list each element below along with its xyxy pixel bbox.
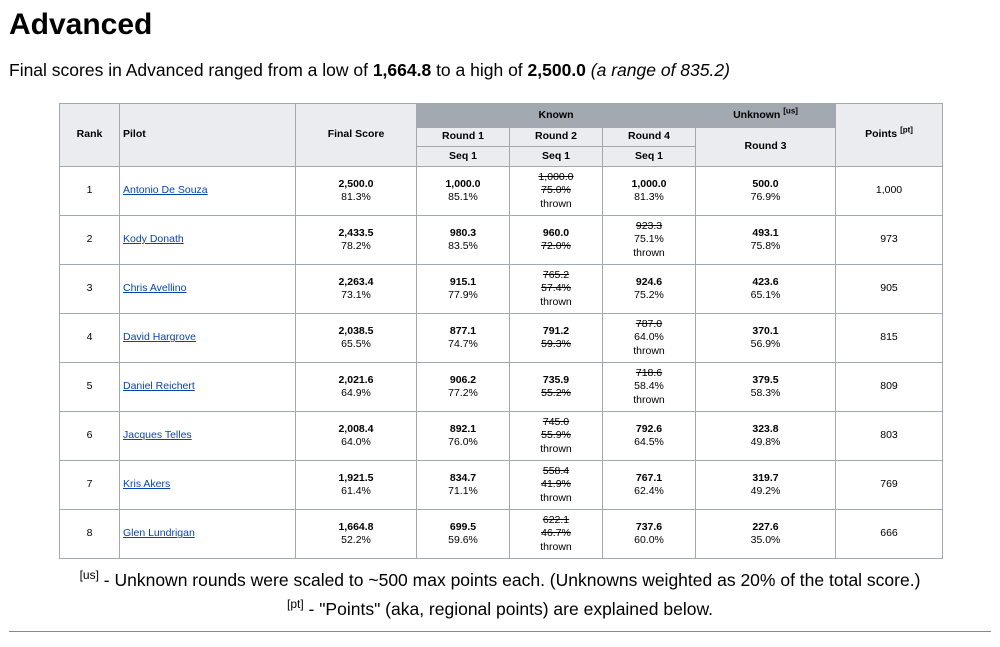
thrown-score: 745.0 (542, 415, 570, 428)
final-score: 1,921.5 (338, 471, 374, 484)
round-1-cell (417, 412, 510, 461)
footnote-points (0, 595, 1000, 624)
summary-prefix: Final scores in Advanced ranged from a low of (9, 60, 373, 80)
table-row (60, 265, 943, 314)
points-cell: 769 (836, 461, 943, 510)
round-pct: 49.2% (750, 485, 781, 497)
round-score: 735.9 (542, 373, 570, 386)
thrown-label: thrown (540, 491, 572, 504)
final-score: 2,021.6 (338, 373, 374, 386)
final-pct: 81.3% (341, 191, 371, 203)
final-pct: 64.0% (341, 436, 371, 448)
final-score: 2,038.5 (338, 324, 374, 337)
round-3-cell (696, 167, 836, 216)
header-final-score: Final Score (296, 104, 417, 167)
final-score-cell (296, 265, 417, 314)
round-pct: 59.6% (448, 534, 478, 546)
rank-cell: 6 (60, 412, 120, 461)
header-round-4: Round 4 (603, 128, 696, 147)
thrown-pct: 46.7% (541, 527, 571, 540)
pilot-cell (120, 314, 296, 363)
round-pct: 77.9% (448, 289, 478, 301)
points-footnote-ref: [pt] (900, 125, 913, 135)
thrown-label: thrown (540, 540, 572, 553)
header-seq-round-4: Seq 1 (603, 147, 696, 167)
pilot-cell (120, 412, 296, 461)
round-score: 1,000.0 (631, 177, 667, 190)
round-3-cell (696, 461, 836, 510)
footnote-points-ref: [pt] (286, 597, 304, 612)
thrown-pct: 57.4% (541, 282, 571, 295)
round-2-cell (510, 216, 603, 265)
thrown-score: 718.6 (635, 366, 663, 379)
thrown-score: 622.1 (542, 513, 570, 526)
thrown-pct: 55.9% (541, 429, 571, 442)
thrown-score: 765.2 (542, 268, 570, 281)
round-score: 980.3 (449, 226, 477, 239)
unknown-footnote-ref: [us] (783, 106, 798, 116)
rank-cell: 1 (60, 167, 120, 216)
round-score: 767.1 (635, 471, 663, 484)
table-row (60, 314, 943, 363)
round-pct: 64.5% (634, 436, 664, 448)
round-3-cell (696, 412, 836, 461)
round-score: 423.6 (752, 275, 779, 288)
summary-range: (a range of 835.2) (590, 60, 730, 80)
round-score: 960.0 (542, 226, 570, 239)
points-cell: 809 (836, 363, 943, 412)
round-4-cell (603, 216, 696, 265)
round-1-cell (417, 265, 510, 314)
header-pilot: Pilot (120, 104, 296, 167)
table-row (60, 216, 943, 265)
header-round-3: Round 3 (696, 128, 836, 167)
final-score-cell (296, 167, 417, 216)
thrown-label: thrown (633, 246, 665, 259)
pilot-link[interactable]: Chris Avellino (123, 282, 187, 295)
round-score: 1,000.0 (445, 177, 481, 190)
final-score-cell (296, 461, 417, 510)
thrown-pct: 41.9% (541, 478, 571, 491)
thrown-label: thrown (633, 393, 665, 406)
round-1-cell (417, 167, 510, 216)
table-row (60, 412, 943, 461)
header-points-label: Points (865, 128, 898, 141)
struck-pct: 55.2% (541, 387, 571, 399)
round-1-cell (417, 363, 510, 412)
round-4-cell (603, 510, 696, 559)
points-cell: 973 (836, 216, 943, 265)
round-3-cell (696, 510, 836, 559)
points-cell: 815 (836, 314, 943, 363)
round-pct: 83.5% (448, 240, 478, 252)
round-pct: 75.8% (750, 240, 781, 252)
round-score: 877.1 (449, 324, 477, 337)
round-2-cell (510, 510, 603, 559)
thrown-label: thrown (540, 197, 572, 210)
round-pct: 75.1% (634, 233, 664, 246)
final-pct: 61.4% (341, 485, 371, 497)
pilot-link[interactable]: Jacques Telles (123, 429, 192, 442)
struck-pct: 72.0% (541, 240, 571, 252)
footnote-points-text: - "Points" (aka, regional points) are explained below. (303, 599, 713, 619)
pilot-cell (120, 363, 296, 412)
section-divider (9, 631, 991, 632)
round-2-cell (510, 314, 603, 363)
header-unknown-label: Unknown (733, 108, 781, 121)
rank-cell: 8 (60, 510, 120, 559)
final-pct: 64.9% (341, 387, 371, 399)
thrown-score: 1,000.0 (538, 170, 574, 183)
rank-cell: 7 (60, 461, 120, 510)
round-score: 915.1 (449, 275, 477, 288)
round-4-cell (603, 167, 696, 216)
round-score: 319.7 (752, 471, 779, 484)
header-known: Known (417, 104, 696, 128)
footnote-unknown-ref: [us] (79, 568, 99, 583)
round-pct: 76.0% (448, 436, 478, 448)
round-pct: 58.3% (750, 387, 781, 399)
round-score: 699.5 (449, 520, 477, 533)
round-pct: 65.1% (750, 289, 781, 301)
round-1-cell (417, 216, 510, 265)
score-summary (9, 58, 730, 82)
header-seq-round-1: Seq 1 (417, 147, 510, 167)
round-score: 892.1 (449, 422, 477, 435)
header-points (836, 104, 943, 167)
thrown-score: 923.3 (635, 219, 663, 232)
final-score: 1,664.8 (338, 520, 374, 533)
round-1-cell (417, 314, 510, 363)
footnote-unknown (0, 566, 1000, 595)
thrown-label: thrown (633, 344, 665, 357)
pilot-link[interactable]: Kris Akers (123, 478, 171, 491)
thrown-label: thrown (540, 295, 572, 308)
round-pct: 76.9% (750, 191, 781, 203)
round-2-cell (510, 167, 603, 216)
final-pct: 65.5% (341, 338, 371, 350)
thrown-pct: 75.0% (541, 184, 571, 197)
points-cell: 803 (836, 412, 943, 461)
round-score: 792.6 (635, 422, 663, 435)
table-row (60, 510, 943, 559)
round-pct: 77.2% (448, 387, 478, 399)
round-score: 906.2 (449, 373, 477, 386)
round-4-cell (603, 412, 696, 461)
final-pct: 52.2% (341, 534, 371, 546)
final-score: 2,500.0 (338, 177, 374, 190)
thrown-score: 787.0 (635, 317, 663, 330)
struck-pct: 59.3% (541, 338, 571, 350)
results-table (59, 103, 943, 559)
points-cell: 905 (836, 265, 943, 314)
pilot-cell (120, 510, 296, 559)
points-cell: 1,000 (836, 167, 943, 216)
round-4-cell (603, 265, 696, 314)
pilot-link[interactable]: David Hargrove (123, 331, 196, 344)
round-pct: 71.1% (448, 485, 478, 497)
table-row (60, 363, 943, 412)
round-score: 924.6 (635, 275, 663, 288)
summary-middle: to a high of (431, 60, 528, 80)
round-pct: 60.0% (634, 534, 664, 546)
round-4-cell (603, 314, 696, 363)
final-score: 2,263.4 (338, 275, 374, 288)
pilot-cell (120, 216, 296, 265)
round-2-cell (510, 412, 603, 461)
final-score: 2,433.5 (338, 226, 374, 239)
round-score: 791.2 (542, 324, 570, 337)
final-score-cell (296, 314, 417, 363)
pilot-cell (120, 461, 296, 510)
round-pct: 85.1% (448, 191, 478, 203)
points-cell: 666 (836, 510, 943, 559)
rank-cell: 4 (60, 314, 120, 363)
round-pct: 56.9% (750, 338, 781, 350)
footnotes (0, 566, 1000, 624)
final-score-cell (296, 363, 417, 412)
round-score: 834.7 (449, 471, 477, 484)
round-1-cell (417, 461, 510, 510)
summary-low-score: 1,664.8 (372, 60, 432, 80)
rank-cell: 2 (60, 216, 120, 265)
pilot-link[interactable]: Daniel Reichert (123, 380, 195, 393)
round-pct: 81.3% (634, 191, 664, 203)
header-rank: Rank (60, 104, 120, 167)
thrown-score: 558.4 (542, 464, 570, 477)
pilot-link[interactable]: Kody Donath (123, 233, 184, 246)
pilot-cell (120, 265, 296, 314)
round-pct: 58.4% (634, 380, 664, 393)
final-score-cell (296, 412, 417, 461)
round-2-cell (510, 265, 603, 314)
pilot-cell (120, 167, 296, 216)
final-score: 2,008.4 (338, 422, 374, 435)
round-score: 227.6 (752, 520, 779, 533)
round-pct: 74.7% (448, 338, 478, 350)
round-pct: 35.0% (750, 534, 781, 546)
round-3-cell (696, 314, 836, 363)
final-score-cell (296, 216, 417, 265)
round-score: 370.1 (752, 324, 779, 337)
round-4-cell (603, 461, 696, 510)
final-pct: 73.1% (341, 289, 371, 301)
final-pct: 78.2% (341, 240, 371, 252)
pilot-link[interactable]: Antonio De Souza (123, 184, 208, 197)
round-1-cell (417, 510, 510, 559)
thrown-label: thrown (540, 442, 572, 455)
round-pct: 62.4% (634, 485, 664, 497)
footnote-unknown-text: - Unknown rounds were scaled to ~500 max points each. (Unknowns weighted as 20% of the total score.) (98, 570, 921, 590)
round-score: 500.0 (752, 177, 779, 190)
header-round-1: Round 1 (417, 128, 510, 147)
table-row (60, 167, 943, 216)
table-row (60, 461, 943, 510)
round-4-cell (603, 363, 696, 412)
round-score: 379.5 (752, 373, 779, 386)
round-2-cell (510, 363, 603, 412)
round-pct: 49.8% (750, 436, 781, 448)
header-round-2: Round 2 (510, 128, 603, 147)
header-seq-round-2: Seq 1 (510, 147, 603, 167)
header-unknown (696, 104, 836, 128)
round-score: 493.1 (752, 226, 779, 239)
pilot-link[interactable]: Glen Lundrigan (123, 527, 195, 540)
final-score-cell (296, 510, 417, 559)
round-pct: 64.0% (634, 331, 664, 344)
round-3-cell (696, 265, 836, 314)
summary-high-score: 2,500.0 (527, 60, 586, 80)
round-score: 323.8 (752, 422, 779, 435)
round-3-cell (696, 363, 836, 412)
rank-cell: 5 (60, 363, 120, 412)
rank-cell: 3 (60, 265, 120, 314)
round-2-cell (510, 461, 603, 510)
page-title: Advanced (9, 8, 153, 41)
round-3-cell (696, 216, 836, 265)
round-score: 737.6 (635, 520, 663, 533)
round-pct: 75.2% (634, 289, 664, 301)
